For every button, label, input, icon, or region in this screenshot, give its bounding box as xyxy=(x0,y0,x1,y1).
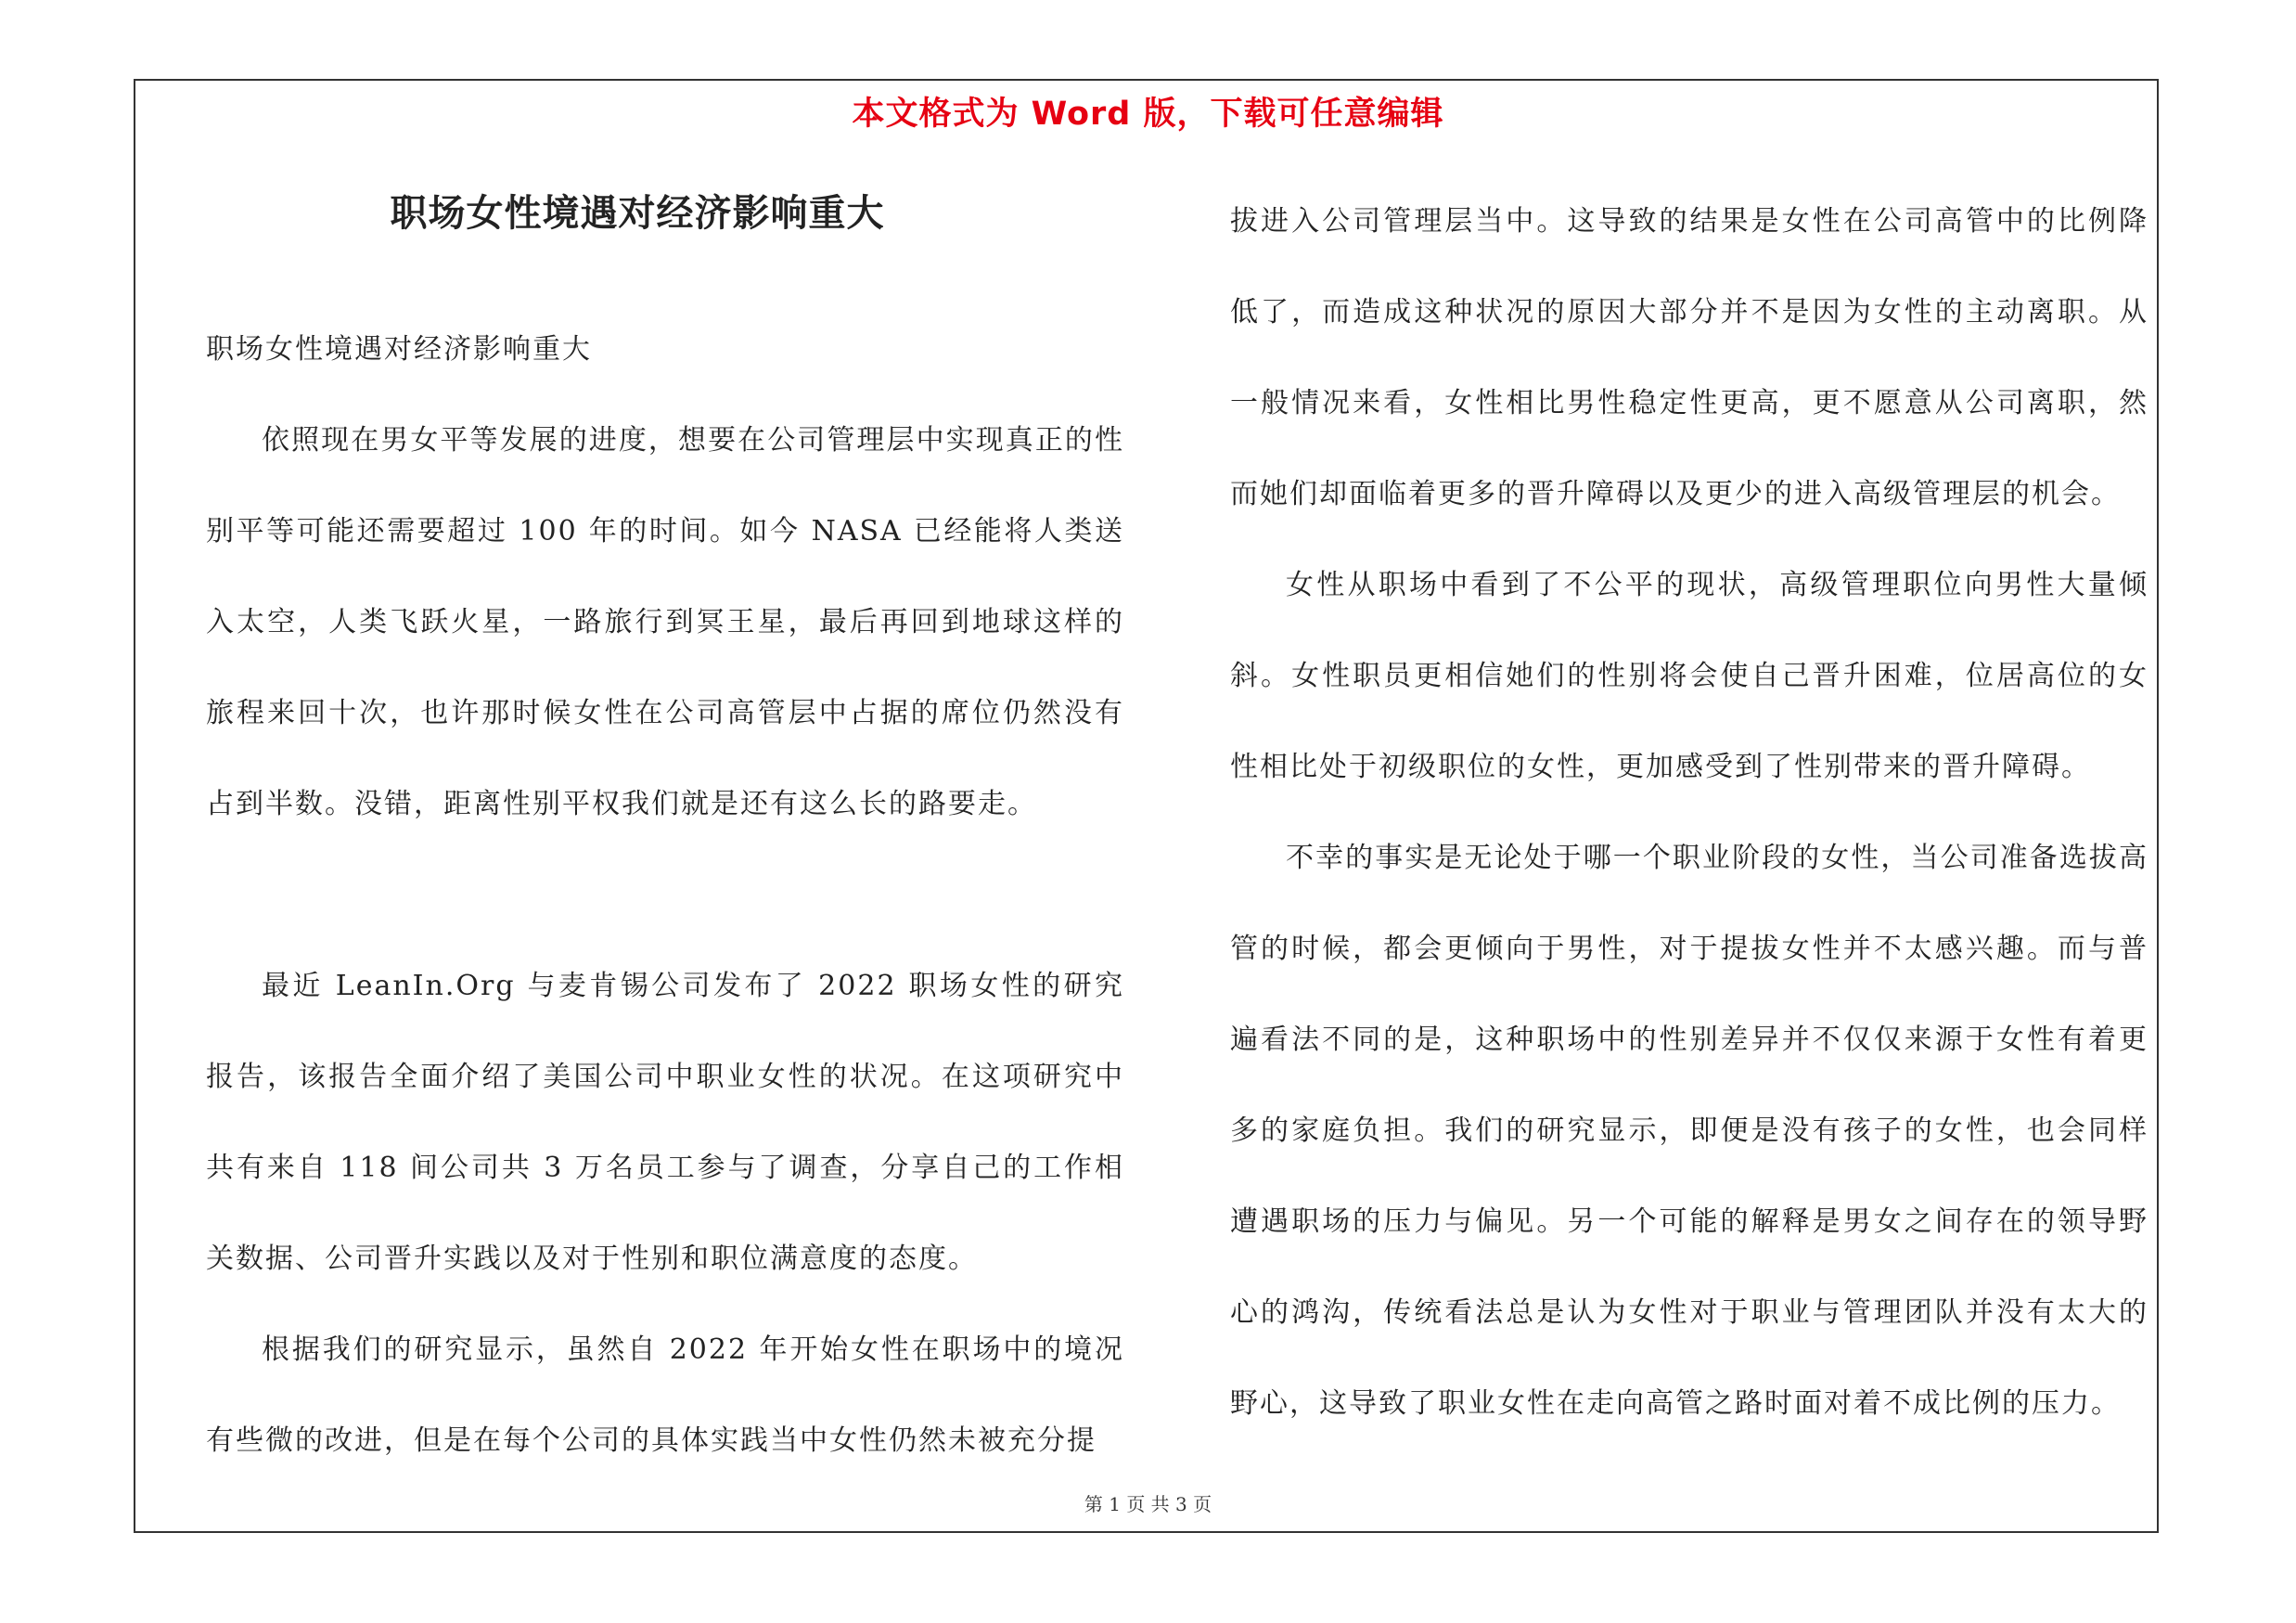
paragraph-3-continued: 拔进入公司管理层当中。这导致的结果是女性在公司高管中的比例降低了，而造成这种状况的原因大部分并不是因为女性的主动离职。从一般情况来看，女性相比男性稳定性更高，更不愿意从公司离职，然而她们却面临着更多的晋升障碍以及更少的进入高级管理层的机会。 xyxy=(1230,205,2148,510)
left-column xyxy=(206,176,1124,1487)
document-title: 职场女性境遇对经济影响重大 xyxy=(390,191,885,235)
paragraph-2: 最近 LeanIn.Org 与麦肯锡公司发布了 2022 职场女性的研究报告，该报告全面介绍了美国公司中职业女性的状况。在这项研究中共有来自 118 间公司共 3 万名员工参与了调查，分享自己的工作相关数据、公司晋升实践以及对于性别和职位满意度的态度。 xyxy=(206,970,1124,1275)
format-banner: 本文格式为 Word 版，下载可任意编辑 xyxy=(852,96,1444,133)
paragraph-1: 依照现在男女平等发展的进度，想要在公司管理层中实现真正的性别平等可能还需要超过 100 年的时间。如今 NASA 已经能将人类送入太空，人类飞跃火星，一路旅行到冥王星，最后再回到地球这样的旅程来回十次，也许那时候女性在公司高管层中占据的席位仍然没有占到半数。没错，距离性别平权我们就是还有这么长的路要走。 xyxy=(206,424,1124,820)
paragraph-5: 不幸的事实是无论处于哪一个职业阶段的女性，当公司准备选拔高管的时候，都会更倾向于男性，对于提拔女性并不太感兴趣。而与普遍看法不同的是，这种职场中的性别差异并不仅仅来源于女性有着更多的家庭负担。我们的研究显示，即便是没有孩子的女性，也会同样遭遇职场的压力与偏见。另一个可能的解释是男女之间存在的领导野心的鸿沟，传统看法总是认为女性对于职业与管理团队并没有太大的野心，这导致了职业女性在走向高管之路时面对着不成比例的压力。 xyxy=(1230,842,2148,1420)
paragraph-3: 根据我们的研究显示，虽然自 2022 年开始女性在职场中的境况有些微的改进，但是在每个公司的具体实践当中女性仍然未被充分提 xyxy=(206,1333,1124,1457)
document-subtitle: 职场女性境遇对经济影响重大 xyxy=(206,333,592,366)
page-number: 第 1 页 共 3 页 xyxy=(1084,1493,1212,1515)
right-column xyxy=(1230,176,2148,1449)
paragraph-4: 女性从职场中看到了不公平的现状，高级管理职位向男性大量倾斜。女性职员更相信她们的性别将会使自己晋升困难，位居高位的女性相比处于初级职位的女性，更加感受到了性别带来的晋升障碍。 xyxy=(1230,569,2148,783)
